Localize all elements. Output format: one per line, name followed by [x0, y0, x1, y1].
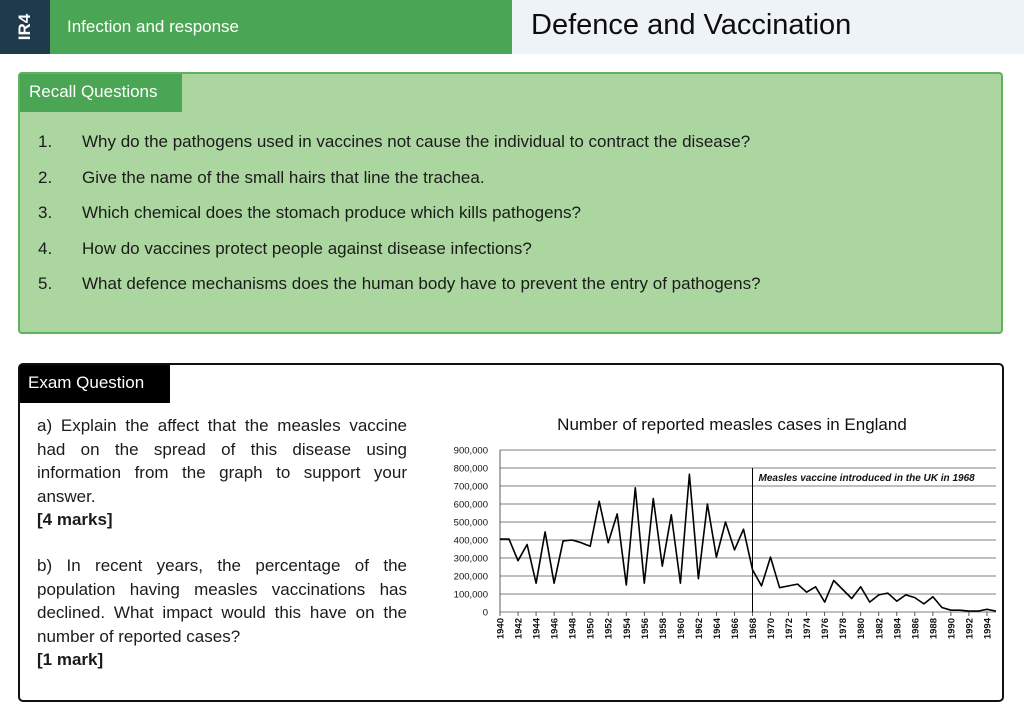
x-tick-label: 1958 — [657, 618, 669, 640]
measles-cases-chart — [420, 406, 1010, 702]
x-tick-label: 1940 — [495, 618, 507, 640]
question-text: Why do the pathogens used in vaccines not cause the individual to contract the disease? — [82, 132, 751, 151]
x-tick-label: 1952 — [603, 618, 615, 640]
y-tick-label: 200,000 — [453, 571, 488, 583]
question-number: 2. — [38, 167, 53, 187]
topic-banner: Infection and response — [50, 0, 512, 54]
y-tick-label: 400,000 — [453, 535, 488, 547]
x-tick-label: 1982 — [874, 618, 886, 640]
exam-part-a — [37, 414, 407, 532]
x-tick-label: 1990 — [946, 618, 958, 640]
page-title: Defence and Vaccination — [512, 0, 1024, 54]
x-tick-label: 1942 — [513, 618, 525, 640]
x-tick-label: 1962 — [693, 618, 705, 640]
y-tick-label: 900,000 — [453, 445, 488, 457]
x-tick-label: 1972 — [784, 618, 796, 640]
exam-part-b — [37, 554, 407, 672]
x-tick-label: 1950 — [585, 618, 597, 640]
question-text: Give the name of the small hairs that line the trachea. — [82, 167, 485, 187]
recall-question — [20, 199, 1001, 235]
x-tick-label: 1968 — [748, 618, 760, 640]
x-tick-label: 1944 — [531, 618, 543, 640]
x-tick-label: 1992 — [964, 618, 976, 640]
vaccine-introduced-label: Measles vaccine introduced in the UK in 1968 — [758, 473, 975, 484]
y-tick-label: 100,000 — [453, 589, 488, 601]
chart-y-axis — [454, 446, 500, 619]
x-tick-label: 1976 — [820, 618, 832, 640]
x-tick-label: 1948 — [567, 618, 579, 640]
question-text: How do vaccines protect people against disease infections? — [82, 238, 532, 258]
x-tick-label: 1954 — [621, 618, 633, 640]
x-tick-label: 1988 — [928, 618, 940, 640]
chart-series — [500, 474, 996, 611]
exam-part-b-marks: [1 mark] — [37, 650, 104, 669]
measles-cases-line — [500, 474, 996, 611]
y-tick-label: 0 — [482, 607, 488, 619]
x-tick-label: 1978 — [838, 618, 850, 640]
x-tick-label: 1946 — [549, 618, 561, 640]
x-tick-label: 1956 — [639, 618, 651, 640]
exam-part-b-text: b) In recent years, the percentage of the population having measles vaccinations has declined. What impact would this have on the number of reported cases? — [37, 556, 407, 646]
recall-question — [20, 128, 1001, 164]
x-tick-label: 1964 — [711, 618, 723, 640]
question-number: 5. — [38, 274, 53, 293]
x-tick-label: 1994 — [982, 618, 994, 640]
recall-question-list — [20, 128, 1001, 306]
y-tick-label: 500,000 — [453, 517, 488, 529]
x-tick-label: 1960 — [675, 618, 687, 640]
x-tick-label: 1966 — [729, 618, 741, 640]
recall-questions-tab: Recall Questions — [20, 74, 182, 112]
x-tick-label: 1970 — [766, 618, 778, 640]
question-text: Which chemical does the stomach produce which kills pathogens? — [82, 203, 581, 222]
question-number: 1. — [38, 132, 53, 151]
exam-part-a-marks: [4 marks] — [37, 510, 113, 529]
chart-title: Number of reported measles cases in England — [557, 415, 907, 434]
recall-questions-panel — [18, 72, 1003, 334]
x-tick-label: 1980 — [856, 618, 868, 640]
question-number: 3. — [38, 203, 53, 222]
recall-question — [20, 270, 1001, 306]
x-tick-label: 1986 — [910, 618, 922, 640]
y-tick-label: 700,000 — [453, 481, 488, 493]
chart-x-axis — [496, 612, 994, 639]
topic-code: IR4 — [15, 13, 34, 41]
question-number: 4. — [38, 238, 53, 258]
question-text: What defence mechanisms does the human body have to prevent the entry of pathogens? — [82, 274, 761, 293]
y-tick-label: 600,000 — [453, 499, 488, 511]
recall-question — [20, 164, 1001, 200]
x-tick-label: 1974 — [802, 618, 814, 640]
recall-question — [20, 235, 1001, 271]
x-tick-label: 1984 — [892, 618, 904, 640]
topic-code-badge — [0, 0, 50, 54]
exam-question-tab: Exam Question — [20, 365, 170, 403]
y-tick-label: 800,000 — [453, 463, 488, 475]
y-tick-label: 300,000 — [453, 553, 488, 565]
exam-part-a-text: a) Explain the affect that the measles vaccine had on the spread of this disease using information from the graph to support your answer. — [37, 416, 407, 506]
